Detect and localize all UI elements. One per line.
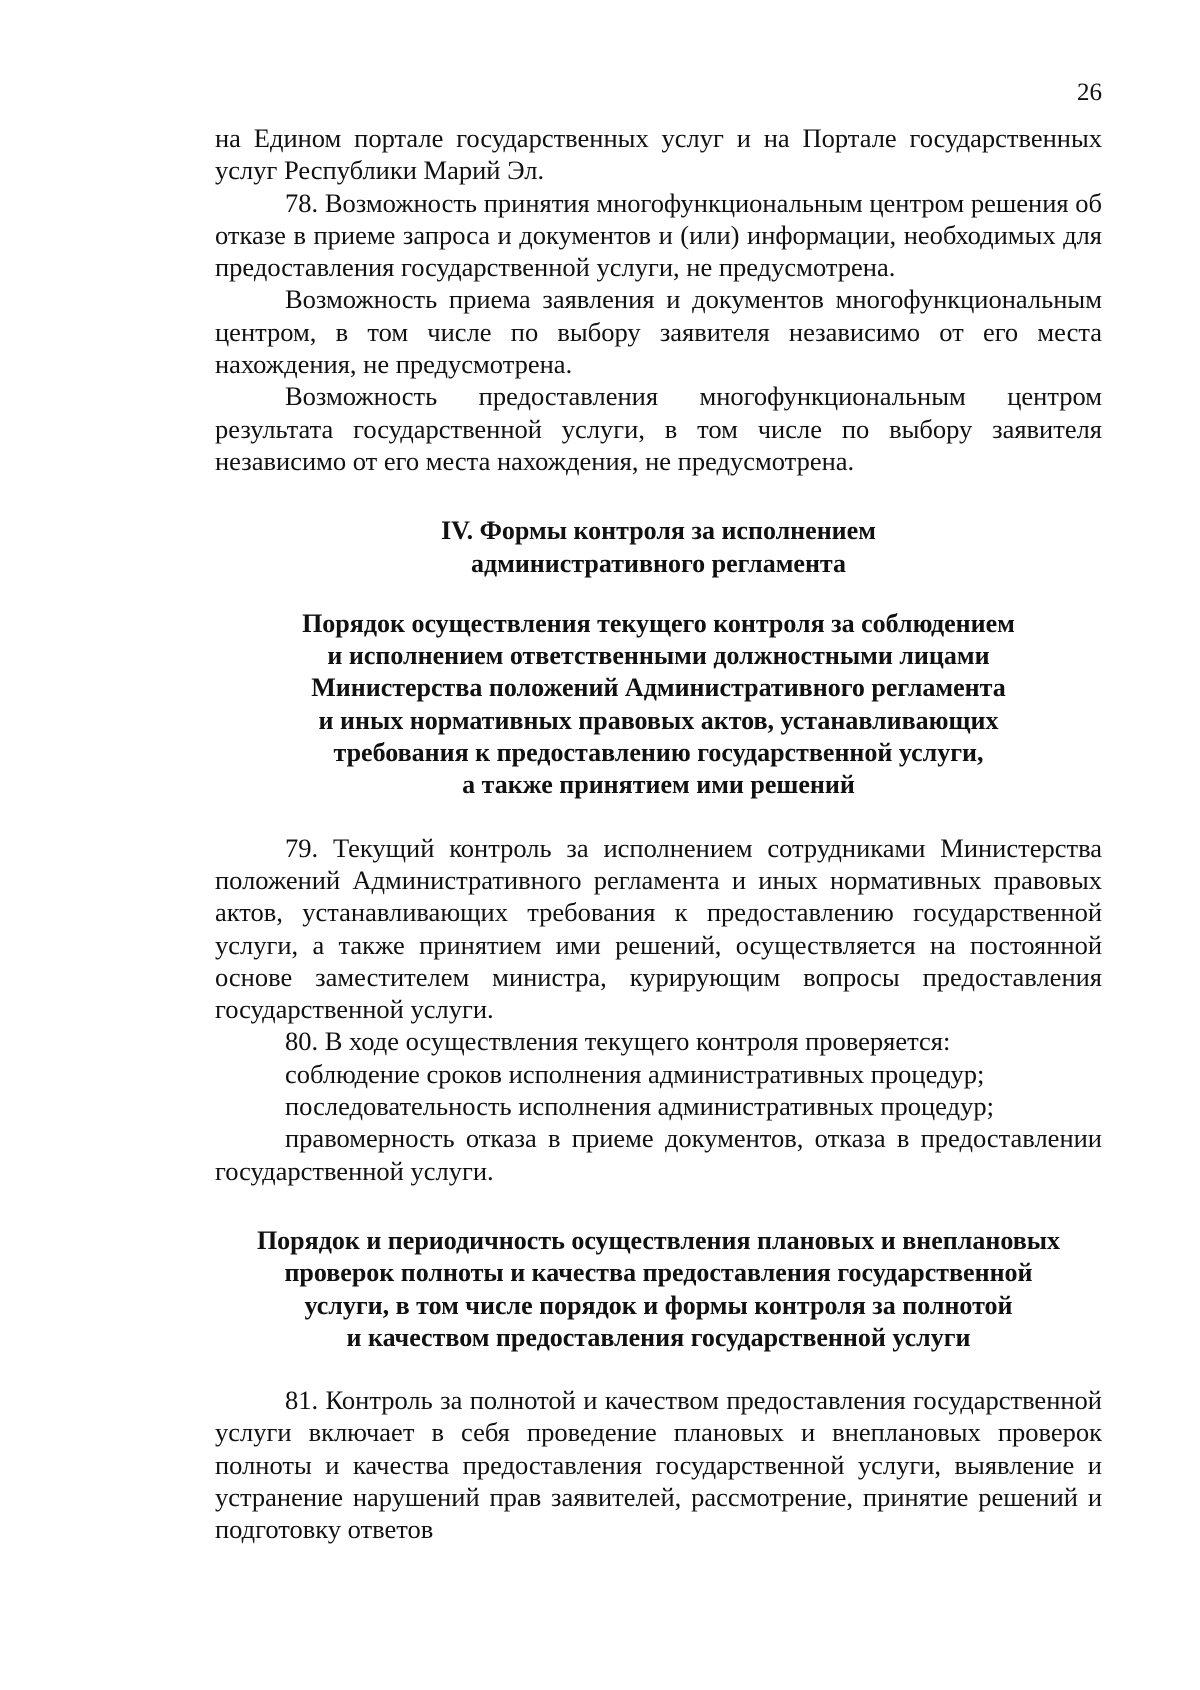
paragraph-80: 80. В ходе осуществления текущего контроля проверяется: — [285, 1026, 951, 1057]
paragraph-78: 78. Возможность принятия многофункциональным центром решения об отказе в приеме запроса и документов и (или) информации, необходимых для предоставления государственной услуги, не предусмотрена. — [215, 187, 1102, 283]
paragraph-result: Возможность предоставления многофункциональным центром результата государственной услуги, в том числе по выбору заявителя независимо от его места нахождения, не предусмотрена. — [215, 381, 1102, 476]
section-heading-line: административного регламента — [470, 548, 847, 578]
section-heading-iv — [215, 515, 1102, 580]
subheading-line: и качеством предоставления государственной услуги — [346, 1322, 971, 1352]
subheading-line: услуги, в том числе порядок и формы контроля за полнотой — [304, 1290, 1013, 1320]
list-item: последовательность исполнения административных процедур; — [285, 1091, 994, 1122]
paragraph-refusal: правомерность отказа в приеме документов, отказа в предоставлении государственной услуги. — [215, 1123, 1102, 1186]
document-body — [215, 122, 1102, 1546]
subheading-line: Порядок и периодичность осуществления плановых и внеплановых — [256, 1225, 1061, 1255]
paragraph-79: 79. Текущий контроль за исполнением сотрудниками Министерства положений Административного регламента и иных нормативных правовых актов, устанавливающих требования к предоставлению государственной услуги, а также принятием ими решений, осуществляется на постоянной основе заместителем министра, курирующим вопросы предоставления государственной услуги. — [215, 832, 1102, 1025]
subheading-line: проверок полноты и качества предоставления государственной — [284, 1258, 1033, 1288]
subheading-current-control — [215, 608, 1102, 802]
paragraph-reception: Возможность приема заявления и документов многофункциональным центром, в том числе по выбору заявителя независимо от его места нахождения, не предусмотрена. — [215, 284, 1102, 380]
subheading-line: а также принятием ими решений — [462, 770, 855, 800]
list-item: соблюдение сроков исполнения административных процедур; — [285, 1058, 985, 1089]
paragraph-81: 81. Контроль за полнотой и качеством предоставления государственной услуги включает в себя проведение плановых и внеплановых проверок полноты и качества предоставления государственной услуги, выявление и устранение нарушений прав заявителей, рассмотрение, принятие решений и подготовку ответов — [215, 1385, 1102, 1545]
subheading-inspections — [215, 1225, 1102, 1354]
section-heading-line: IV. Формы контроля за исполнением — [441, 516, 876, 546]
paragraph-portal: на Едином портале государственных услуг и на Портале государственных услуг Республики Марий Эл. — [215, 123, 1102, 186]
subheading-line: и иных нормативных правовых актов, устанавливающих — [318, 705, 999, 735]
subheading-line: Порядок осуществления текущего контроля за соблюдением — [302, 608, 1015, 638]
page-number: 26 — [1077, 79, 1102, 106]
subheading-line: и исполнением ответственными должностными лицами — [327, 641, 990, 671]
subheading-line: требования к предоставлению государственной услуги, — [333, 738, 984, 768]
subheading-line: Министерства положений Административного регламента — [311, 673, 1006, 703]
